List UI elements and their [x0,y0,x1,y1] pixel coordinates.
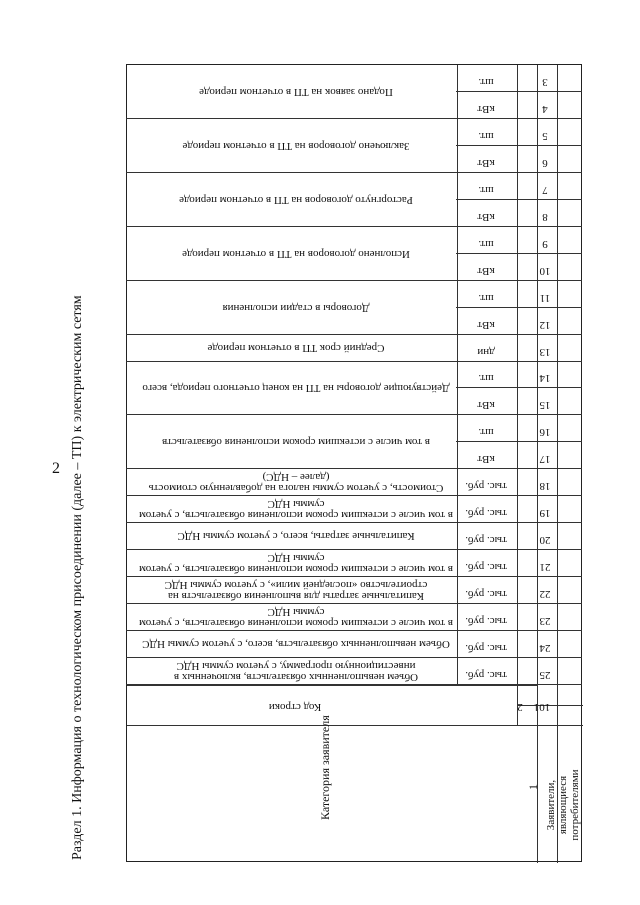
unit-label: кВт [477,210,495,223]
unit-label: шт. [478,291,494,304]
unit-separator [456,145,582,146]
group-separator [126,226,582,227]
group-separator [126,495,582,496]
column-number: 9 [542,237,548,250]
unit-label: кВт [477,453,495,466]
group-separator [126,172,582,173]
column-group-label: в том числе с истекшим сроком исполнения обязательств, с учетом суммы НДС [139,497,453,521]
column-number: 20 [539,534,551,547]
unit-label: тыс. руб. [465,642,507,655]
column-group-label: Исполнено договоров на ТП в отчетном периоде [182,247,410,260]
column-number: 21 [539,561,551,574]
unit-label: тыс. руб. [465,615,507,628]
unit-label: тыс. руб. [465,507,507,520]
column-group-label: Расторгнуто договоров на ТП в отчетном периоде [179,193,413,206]
group-separator [126,603,582,604]
unit-label: тыс. руб. [465,588,507,601]
column-group-label: Заключено договоров на ТП в отчетном периоде [182,139,410,152]
unit-label: шт. [478,426,494,439]
column-number: 24 [539,642,551,655]
group-separator [126,468,582,469]
column-number: 13 [539,345,551,358]
unit-label: шт. [478,129,494,142]
group-separator [126,576,582,577]
unit-label: шт. [478,372,494,385]
unit-label: дни [477,345,495,358]
unit-label: кВт [477,399,495,412]
column-number: 11 [539,291,551,304]
unit-label: кВт [477,264,495,277]
unit-label: тыс. руб. [465,669,507,681]
row-code-101: 101 [533,701,551,713]
group-separator [126,414,582,415]
column-group-label: Подано заявок на ТП в отчетном периоде [199,85,393,98]
unit-separator [456,199,582,200]
column-group-label: в том числе с истекшим сроком исполнения обязательств, с учетом суммы НДС [139,551,453,575]
column-number: 10 [539,264,551,277]
column-group-label: Договоры в стадии исполнения [222,301,370,314]
applicant-header: Категория заявителя [318,715,332,820]
unit-separator [456,91,582,92]
group-separator [126,280,582,281]
column-group-label: Капитальные затраты для выполнения обязательств на строительство «последней мили», с учетом суммы НДС [164,578,428,602]
col-number-1: 1 [526,784,540,790]
column-number: 23 [539,615,551,628]
column-number: 25 [539,669,551,681]
group-separator [126,657,582,658]
column-group-label: Капитальные затраты, всего, с учетом суммы НДС [177,530,415,543]
group-separator [126,361,582,362]
column-group-label: Объем невыполненных обязательств, включенных в инвестиционную программу, с учетом суммы НДС [173,659,419,683]
column-number: 15 [539,399,551,412]
column-number: 16 [539,426,551,439]
column-group-label: Объем невыполненных обязательств, всего, с учетом суммы НДС [142,638,450,651]
column-number: 6 [542,156,548,169]
row-category: Заявители, являющиеся потребителями [545,769,581,841]
column-group-label: в том числе с истекшим сроком исполнения обязательств, с учетом суммы НДС [139,605,453,629]
unit-label: кВт [477,156,495,169]
group-separator [126,118,582,119]
column-number: 7 [542,183,548,196]
unit-label: тыс. руб. [465,480,507,493]
page-number: 2 [52,460,60,477]
col-number-2: 2 [517,701,523,713]
group-separator [126,684,582,685]
unit-label: шт. [478,75,494,88]
column-number: 14 [539,372,551,385]
column-group-label: Стоимость, с учетом суммы налога на добавленную стоимость (далее – НДС) [148,470,444,494]
group-separator [126,522,582,523]
column-number: 18 [539,480,551,493]
section-title: Раздел 1. Информация о технологическом присоединении (далее – ТП) к электрическим сетям [70,295,85,860]
column-number: 5 [542,129,548,142]
column-group-label: Средний срок ТП в отчетном периоде [207,341,385,354]
unit-label: шт. [478,183,494,196]
column-number: 4 [542,102,548,115]
unit-separator [456,441,582,442]
group-separator [126,630,582,631]
column-number: 12 [539,318,551,331]
group-separator [126,549,582,550]
unit-label: кВт [477,102,495,115]
unit-label: тыс. руб. [465,534,507,547]
unit-label: шт. [478,237,494,250]
column-group-label: в том числе с истекшим сроком исполнения обязательств [162,435,430,448]
column-number: 8 [542,210,548,223]
group-separator [126,334,582,335]
unit-separator [456,387,582,388]
column-number: 17 [539,453,551,466]
column-group-label: Действующие договоры на ТП на конец отчетного периода, всего [142,381,450,394]
unit-label: кВт [477,318,495,331]
column-number: 22 [539,588,551,601]
column-number: 3 [542,75,548,88]
unit-separator [456,253,582,254]
unit-label: тыс. руб. [465,561,507,574]
unit-separator [456,307,582,308]
column-number: 19 [539,507,551,520]
code-header: Код строки [268,701,322,713]
